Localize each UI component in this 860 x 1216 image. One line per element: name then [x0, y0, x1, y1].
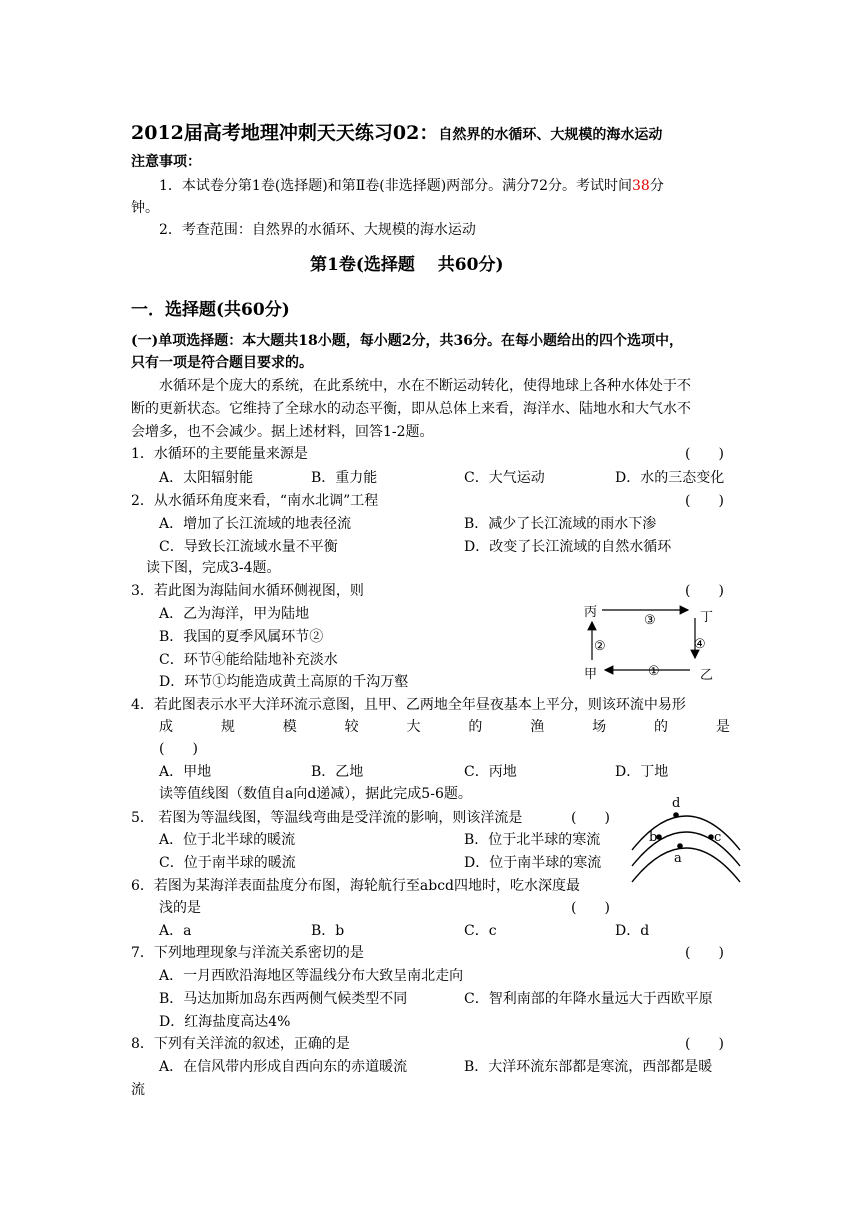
q1-option-b[interactable]: B．重力能 [311, 470, 378, 486]
notice-item-1-text: 1．本试卷分第1卷(选择题)和第Ⅱ卷(非选择题)两部分。满分72分。考试时间 [159, 178, 632, 194]
q8-option-b-cont: 流 [131, 1082, 145, 1098]
notice-item-2: 2．考查范围：自然界的水循环、大规模的海水运动 [159, 222, 476, 238]
q4-option-c[interactable]: C．丙地 [464, 764, 517, 780]
q3-stem: 3．若此图为海陆间水循环侧视图，则 [131, 583, 364, 599]
material-line2: 断的更新状态。它维持了全球水的动态平衡，即从总体上来看，海洋水、陆地水和大气水不 [131, 401, 691, 417]
q5-stem: 5． 若图为等温线图，等温线弯曲是受洋流的影响，则该洋流是 [131, 810, 523, 826]
notice-item-1-unit: 分 [649, 178, 664, 194]
q6-stem: 6．若图为某海洋表面盐度分布图，海轮航行至abcd四地时，吃水深度最 [131, 878, 581, 894]
q7-option-b[interactable]: B．马达加斯加岛东西两侧气候类型不同 [159, 991, 408, 1007]
q6-answer-paren[interactable]: ( ) [571, 900, 610, 916]
part1-intro-line2: 只有一项是符合题目要求的。 [131, 355, 313, 371]
read-instruction-1: 读下图，完成3-4题。 [146, 560, 281, 576]
label-n3: ③ [644, 613, 656, 628]
volume-title: 第1卷(选择题 共60分) [310, 255, 504, 275]
q7-option-c[interactable]: C．智利南部的年降水量远大于西欧平原 [464, 991, 713, 1007]
q5-option-b[interactable]: B．位于北半球的寒流 [464, 832, 601, 848]
q4-char: 是 [715, 719, 730, 735]
q1-option-d[interactable]: D．水的三态变化 [615, 470, 725, 486]
read-instruction-2: 读等值线图（数值自a向d递减），据此完成5-6题。 [159, 786, 472, 802]
material-line1: 水循环是个庞大的系统，在此系统中，水在不断运动转化，使得地球上各种水体处于不 [159, 378, 691, 394]
label-d: d [672, 796, 681, 811]
q1-option-a[interactable]: A．太阳辐射能 [159, 470, 254, 486]
q8-answer-paren[interactable]: ( ) [685, 1036, 724, 1052]
q2-option-d[interactable]: D．改变了长江流域的自然水循环 [464, 539, 672, 555]
label-c: c [714, 830, 722, 845]
q7-answer-paren[interactable]: ( ) [685, 945, 724, 961]
q2-option-c[interactable]: C．导致长江流域水量不平衡 [159, 539, 338, 555]
q6-option-d[interactable]: D．d [615, 923, 650, 939]
q4-stem: 4．若此图表示水平大洋环流示意图，且甲、乙两地全年昼夜基本上平分，则该环流中易形 [131, 697, 686, 713]
label-jia: 甲 [584, 667, 598, 680]
point-a [677, 843, 683, 849]
q4-char: 模 [282, 719, 297, 735]
point-d [673, 812, 679, 818]
notice-item-1-cont: 钟。 [131, 200, 159, 216]
q1-answer-paren[interactable]: ( ) [685, 446, 724, 462]
label-ding: 丁 [700, 610, 714, 625]
q3-answer-paren[interactable]: ( ) [685, 583, 724, 599]
q7-stem: 7．下列地理现象与洋流关系密切的是 [131, 945, 364, 961]
q5-option-d[interactable]: D．位于南半球的寒流 [464, 855, 602, 871]
point-c [708, 834, 714, 840]
document-title [131, 118, 662, 145]
label-a: a [674, 851, 682, 866]
q1-stem: 1．水循环的主要能量来源是 [131, 446, 308, 462]
q3-option-a[interactable]: A．乙为海洋，甲为陆地 [159, 606, 310, 622]
label-n1: ① [648, 664, 660, 679]
q2-option-b[interactable]: B．减少了长江流域的雨水下渗 [464, 516, 657, 532]
q8-stem: 8．下列有关洋流的叙述，正确的是 [131, 1036, 350, 1052]
notice-heading: 注意事项： [131, 154, 201, 170]
exam-time: 38 [632, 178, 650, 194]
notice-item-1 [159, 175, 664, 197]
q3-option-d[interactable]: D．环节①均能造成黄土高原的千沟万壑 [159, 674, 409, 690]
q4-char: 的 [468, 719, 483, 735]
q7-option-d[interactable]: D．红海盐度高达4% [159, 1014, 291, 1030]
q2-answer-paren[interactable]: ( ) [685, 493, 724, 509]
q4-char: 渔 [530, 719, 545, 735]
title-sub: 自然界的水循环、大规模的海水运动 [438, 127, 663, 143]
water-cycle-diagram [580, 600, 730, 680]
q6-option-c[interactable]: C．c [464, 923, 497, 939]
q4-char: 较 [344, 719, 359, 735]
q3-option-c[interactable]: C．环节④能给陆地补充淡水 [159, 652, 338, 668]
q4-char: 大 [406, 719, 421, 735]
q4-option-a[interactable]: A．甲地 [159, 764, 212, 780]
q8-option-b[interactable]: B．大洋环流东部都是寒流，西部都是暖 [464, 1059, 713, 1075]
section-title: 一．选择题(共60分) [131, 300, 290, 320]
q4-char: 规 [220, 719, 235, 735]
q6-option-b[interactable]: B．b [311, 923, 345, 939]
q8-option-a[interactable]: A．在信风带内形成自西向东的赤道暖流 [159, 1059, 408, 1075]
label-yi: 乙 [700, 668, 714, 680]
label-n2: ② [594, 639, 606, 654]
q5-answer-paren[interactable]: ( ) [571, 810, 610, 826]
q4-stem-justified [159, 716, 730, 738]
isoline-diagram [626, 790, 748, 890]
q4-option-b[interactable]: B．乙地 [311, 764, 364, 780]
q7-option-a[interactable]: A．一月西欧沿海地区等温线分布大致呈南北走向 [159, 968, 464, 984]
label-b: b [649, 830, 658, 845]
material-line3: 会增多，也不会减少。据上述材料，回答1-2题。 [131, 424, 434, 440]
q6-option-a[interactable]: A．a [159, 923, 192, 939]
q4-char: 的 [654, 719, 668, 735]
q2-stem: 2．从水循环角度来看，“南水北调”工程 [131, 493, 379, 509]
isoline-bottom [632, 848, 740, 882]
q1-option-c[interactable]: C．大气运动 [464, 470, 545, 486]
q4-char: 场 [592, 719, 607, 735]
q4-answer-paren[interactable]: ( ) [159, 741, 198, 757]
q2-option-a[interactable]: A．增加了长江流域的地表径流 [159, 516, 352, 532]
label-n4: ④ [694, 637, 706, 652]
q4-char: 成 [159, 719, 173, 735]
q5-option-c[interactable]: C．位于南半球的暖流 [159, 855, 296, 871]
q3-option-b[interactable]: B．我国的夏季风属环节② [159, 629, 324, 645]
label-bing: 丙 [584, 605, 598, 620]
q4-option-d[interactable]: D．丁地 [615, 764, 669, 780]
title-main: 2012届高考地理冲刺天天练习02： [131, 122, 439, 144]
part1-intro-line1: (一)单项选择题：本大题共18小题，每小题2分，共36分。在每小题给出的四个选项中， [131, 333, 683, 349]
q5-option-a[interactable]: A．位于北半球的暖流 [159, 832, 296, 848]
q6-stem-cont: 浅的是 [159, 900, 201, 916]
